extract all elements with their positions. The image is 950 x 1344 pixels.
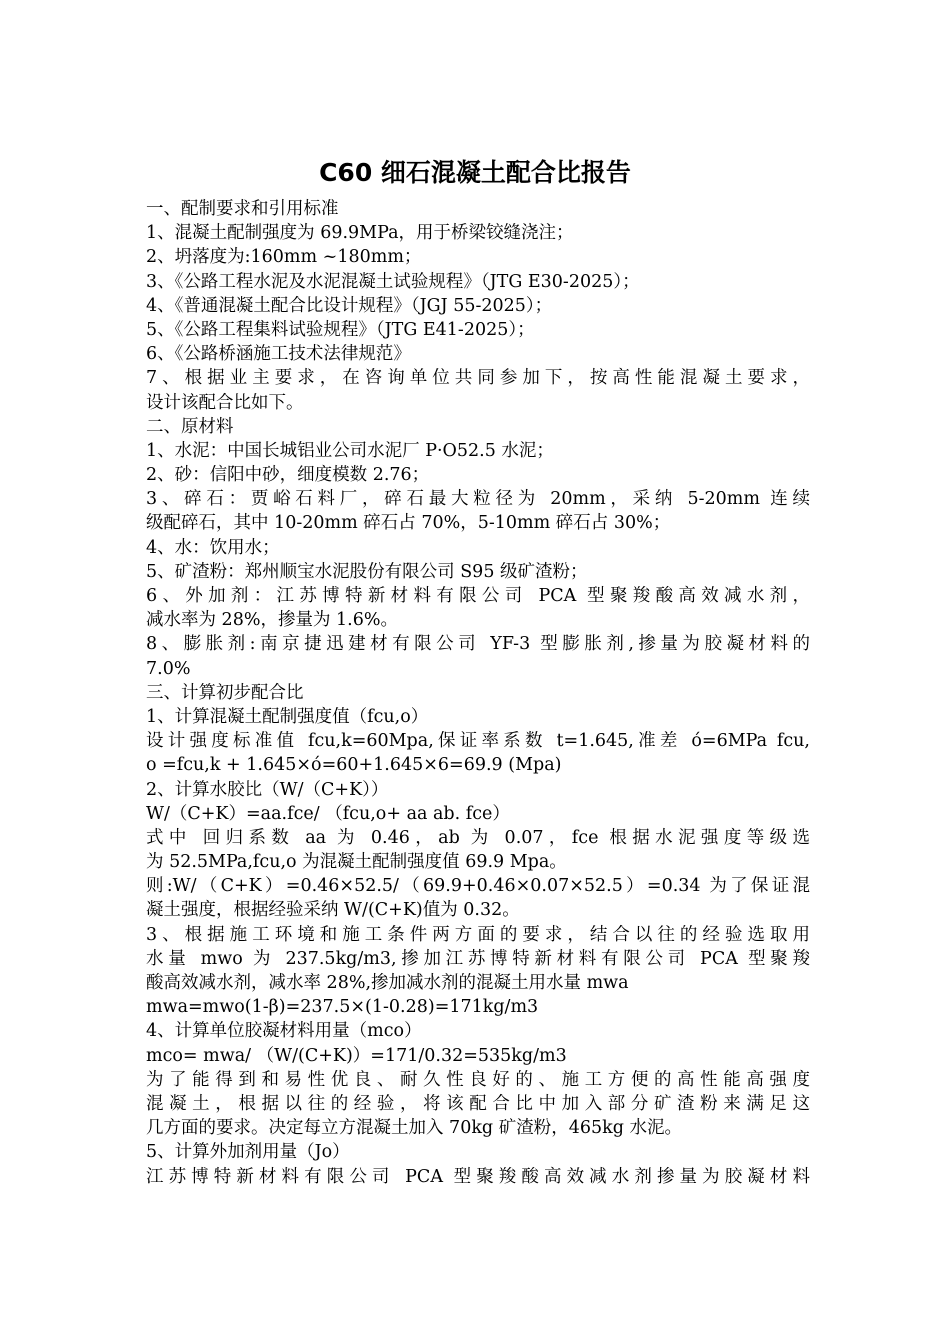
document-line: 酸高效减水剂，减水率 28%,掺加减水剂的混凝土用水量 mwa — [146, 973, 629, 993]
document-line: 3、《公路工程水泥及水泥混凝土试验规程》（JTG E30-2025）； — [146, 271, 640, 292]
document-line: 三、计算初步配合比 — [146, 682, 304, 703]
document-line: 2、计算水胶比（W/（C+K）） — [146, 779, 389, 800]
document-line: 二、原材料 — [146, 416, 234, 437]
document-line: 为了能得到和易性优良、耐久性良好的、施工方便的高性能高强度 — [146, 1069, 810, 1090]
document-line: W/（C+K）=aa.fce/ （fcu,o+ aa ab. fce） — [146, 803, 510, 824]
document-line: 2、砂：信阳中砂，细度模数 2.76； — [146, 465, 430, 486]
document-line: 5、计算外加剂用量（Jo） — [146, 1142, 350, 1163]
document-line: 5、矿渣粉：郑州顺宝水泥股份有限公司 S95 级矿渣粉； — [146, 561, 588, 582]
document-line: 1、水泥：中国长城铝业公司水泥厂 P·O52.5 水泥； — [146, 440, 554, 461]
document-line: 1、混凝土配制强度为 69.9MPa，用于桥梁铰缝浇注； — [146, 223, 574, 244]
document-line: 级配碎石，其中 10-20mm 碎石占 70%，5-10mm 碎石占 30%； — [146, 513, 671, 534]
document-line: mco= mwa/ （W/(C+K)）=171/0.32=535kg/m3 — [146, 1045, 567, 1066]
document-line: 4、《普通混凝土配合比设计规程》（JGJ 55-2025）； — [146, 295, 553, 316]
document-line: o =fcu,k + 1.645×ό=60+1.645×6=69.9 (Mpa) — [146, 755, 562, 776]
document-line: 减水率为 28%，掺量为 1.6%。 — [146, 610, 398, 631]
document-body — [146, 197, 810, 1189]
document-line: 3、碎石：贾峪石料厂，碎石最大粒径为 20mm，采纳 5-20mm 连续 — [146, 489, 810, 510]
document-line: 4、计算单位胶凝材料用量（mco） — [146, 1021, 422, 1042]
document-line: 5、《公路工程集料试验规程》（JTG E41-2025）； — [146, 319, 535, 340]
document-line: 式中 回归系数 aa 为 0.46，ab 为 0.07，fce 根据水泥强度等级选 — [146, 827, 810, 848]
document-line: 水量 mwo 为 237.5kg/m3,掺加江苏博特新材料有限公司 PCA 型聚羧 — [146, 948, 810, 969]
document-line: mwa=mwo(1-β)=237.5×(1-0.28)=171kg/m3 — [146, 997, 539, 1018]
document-title: C60 细石混凝土配合比报告 — [319, 158, 631, 187]
document-line: 则:W/（C+K）=0.46×52.5/（69.9+0.46×0.07×52.5）=0.34 为了保证混 — [146, 876, 810, 897]
document-line: 7、根据业主要求，在咨询单位共同参加下，按高性能混凝土要求， — [146, 368, 810, 389]
document-line: 6、《公路桥涵施工技术法律规范》 — [146, 344, 411, 365]
document-line: 7.0% — [146, 658, 191, 679]
document-line: 6、外加剂：江苏博特新材料有限公司 PCA 型聚羧酸高效减水剂， — [146, 586, 810, 606]
document-line: 设计强度标准值 fcu,k=60Mpa,保证率系数 t=1.645,准差 ό=6MPa fcu, — [146, 731, 810, 752]
document-line: 凝土强度，根据经验采纳 W/(C+K)值为 0.32。 — [146, 900, 520, 921]
document-line: 8、膨胀剂:南京捷迅建材有限公司 YF-3 型膨胀剂,掺量为胶凝材料的 — [146, 634, 810, 655]
document-line: 混凝土，根据以往的经验，将该配合比中加入部分矿渣粉来满足这 — [146, 1093, 810, 1114]
document-line: 2、坍落度为:160mm ~180mm； — [146, 247, 422, 268]
document-line: 4、水：饮用水； — [146, 537, 280, 558]
document-line: 3、根据施工环境和施工条件两方面的要求，结合以往的经验选取用 — [146, 924, 810, 945]
document-line: 为 52.5MPa,fcu,o 为混凝土配制强度值 69.9 Mpa。 — [146, 852, 567, 873]
document-line: 江苏博特新材料有限公司 PCA 型聚羧酸高效减水剂掺量为胶凝材料 — [146, 1166, 810, 1187]
document-line: 一、配制要求和引用标准 — [146, 199, 339, 219]
document-line: 1、计算混凝土配制强度值（fcu,o） — [146, 706, 429, 727]
document-line: 几方面的要求。决定每立方混凝土加入 70kg 矿渣粉，465kg 水泥。 — [146, 1118, 682, 1139]
document-line: 设计该配合比如下。 — [146, 392, 304, 413]
